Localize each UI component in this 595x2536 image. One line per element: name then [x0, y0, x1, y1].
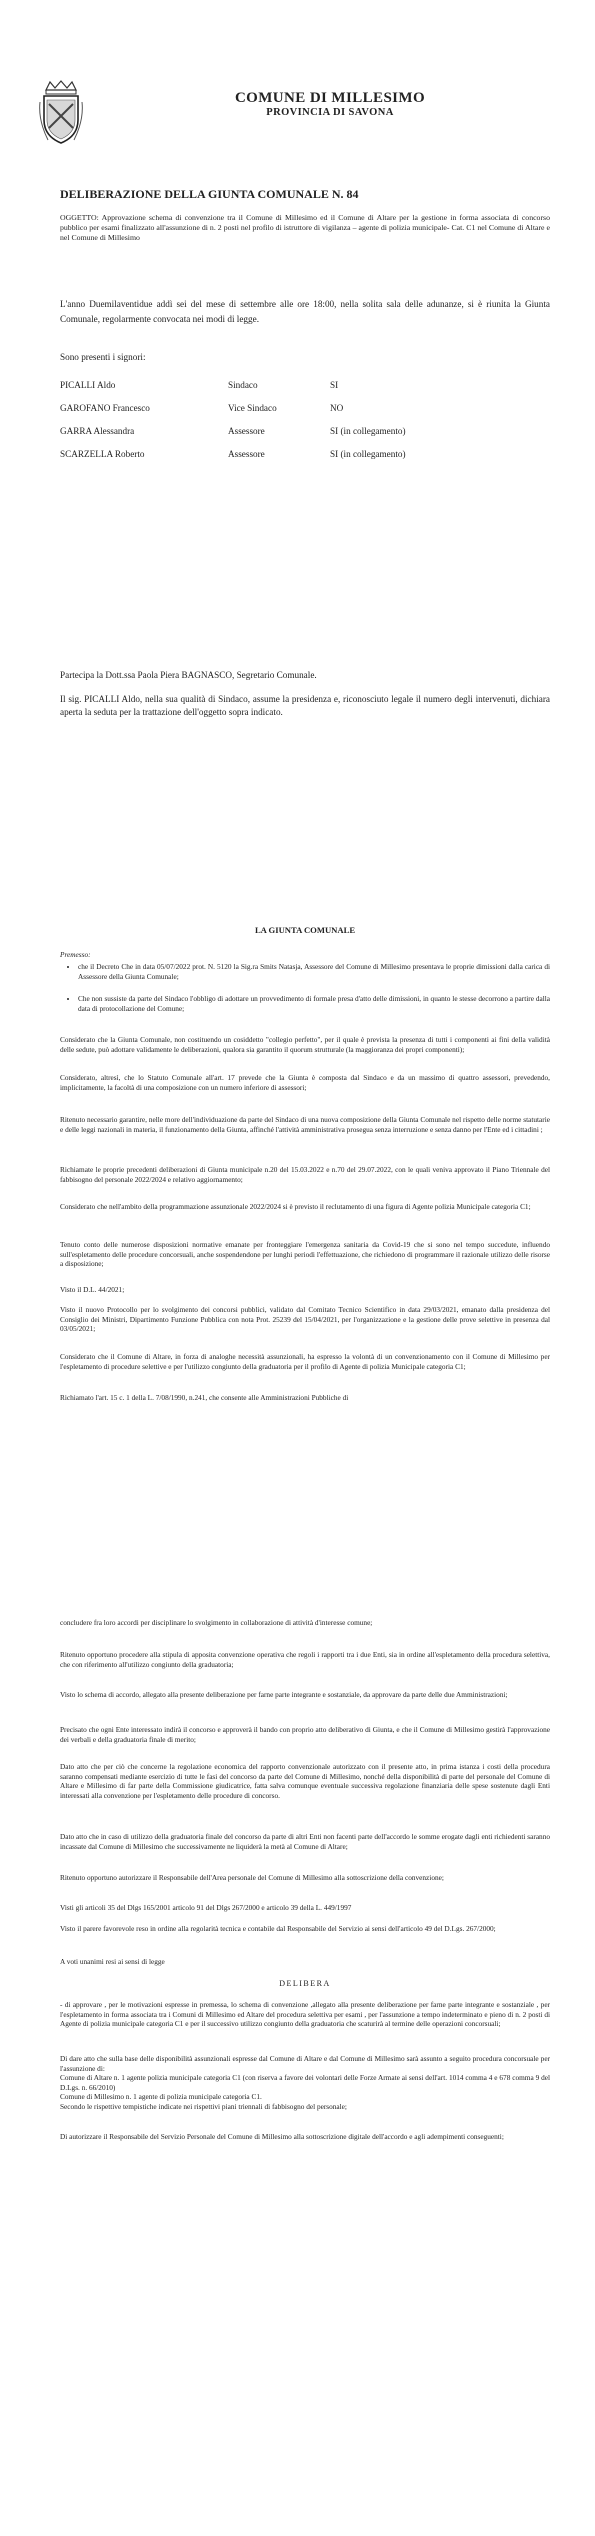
body-paragraph: A voti unanimi resi ai sensi di legge [60, 1957, 165, 1966]
premesso-label: Premesso: [60, 950, 91, 959]
body-paragraph: Visto lo schema di accordo, allegato alla presente deliberazione per farne parte integrante e sostanziale, da approvare da parte delle due Amministrazioni; [60, 1690, 508, 1699]
body-paragraph: Considerato che nell'ambito della programmazione assunzionale 2022/2024 si è previsto il reclutamento di una figura di Agente polizia Municipale categoria C1; [60, 1202, 531, 1211]
body-paragraph: Richiamato l'art. 15 c. 1 della L. 7/08/1990, n.241, che consente alle Amministrazioni Pubbliche di [60, 1393, 349, 1402]
province-name: PROVINCIA DI SAVONA [266, 107, 394, 118]
body-paragraph: Considerato che la Giunta Comunale, non costituendo un cosiddetto "collegio perfetto", per il quale è prevista la presenza di tutti i componenti ai fini della validità delle sedute, può adottare validamente le deliberazioni, qualora sia garantito il quorum strutturale (la maggioranza dei propri componenti); [60, 1035, 550, 1054]
coat-of-arms-icon [38, 80, 84, 146]
body-paragraph: Dato atto che per ciò che concerne la regolazione economica del rapporto convenzionale autorizzato con il presente atto, in prima istanza i costi della procedura saranno compensati mediante esercizio di tutte le fasi del concorso da parte del Comune di Millesimo, nonché della disponibilità di parte del personale del Comune di Altare e Millesimo di far parte della Commissione giudicatrice, fatta salva comunque eventuale successiva regolazione finanziaria delle spese sostenute dagli Enti interessati alla convenzione per l'espletamento delle procedure di concorso. [60, 1762, 550, 1800]
premesso-list [64, 962, 550, 1016]
body-paragraph: Visto il parere favorevole reso in ordine alla regolarità tecnica e contabile dal Responsabile del Servizio ai sensi dell'articolo 49 del D.Lgs. 267/2000; [60, 1924, 496, 1933]
mayor-paragraph: Il sig. PICALLI Aldo, nella sua qualità di Sindaco, assume la presidenza e, riconosciuto legale il numero degli intervenuti, dichiara aperta la seduta per la trattazione dell'oggetto sopra indicato. [60, 694, 550, 717]
deliberation-title: DELIBERAZIONE DELLA GIUNTA COMUNALE N. 84 [60, 187, 359, 201]
present-label: Sono presenti i signori: [60, 352, 146, 362]
delibera-heading: DELIBERA [279, 1979, 331, 1988]
final-paragraph: Di autorizzare il Responsabile del Servizio Personale del Comune di Millesimo alla sottoscrizione digitale dell'accordo e agli adempimenti conseguenti; [60, 2132, 504, 2141]
member-presence: SI [330, 380, 339, 390]
body-paragraph: Visti gli articoli 35 del Dlgs 165/2001 articolo 91 del Dlgs 267/2000 e articolo 39 della L. 449/1997 [60, 1903, 352, 1912]
member-row [60, 426, 540, 440]
giunta-heading: LA GIUNTA COMUNALE [254, 925, 356, 935]
subject-paragraph: OGGETTO: Approvazione schema di convenzione tra il Comune di Millesimo ed il Comune di Altare per la gestione in forma associata di concorso pubblico per esami finalizzato all'assunzione di n. 2 posti nel profilo di istruttore di vigilanza – agente di polizia municipale- Cat. C1 nel Comune di Altare e nel Comune di Millesimo [60, 213, 550, 243]
body-paragraph: Considerato, altresì, che lo Statuto Comunale all'art. 17 prevede che la Giunta è composta dal Sindaco e da un massimo di quattro assessori, prevedendo, implicitamente, la facoltà di una composizione con un numero inferiore di assessori; [60, 1073, 550, 1092]
body-paragraph: Dato atto che in caso di utilizzo della graduatoria finale del concorso da parte di altri Enti non facenti parte dell'accordo le somme erogate dagli enti richiedenti saranno incassate dal Comune di Millesimo che successivamente ne liquiderà la metà al Comune di Altare; [60, 1832, 550, 1851]
member-role: Assessore [228, 426, 265, 436]
final-paragraph: Di dare atto che sulla base delle disponibilità assunzionali espresse dal Comune di Altare e dal Comune di Millesimo sarà assunto a seguito procedura concorsuale per l'assunzione di: Comune di Altare n. 1 agente polizia municipale categoria C1 (con riserva a favore dei volontari delle Forze Armate ai sensi dell'art. 1014 comma 4 e 678 comma 9 del D.Lgs. n. 66/2010) Comune di Millesimo n. 1 agente di polizia municipale categoria C1. Secondo le rispettive tempistiche indicate nei rispettivi piani triennali di fabbisogno del personale; [60, 2054, 550, 2111]
member-role: Sindaco [228, 380, 258, 390]
member-name: GARRA Alessandra [60, 426, 135, 436]
premesso-item: • che il Decreto Che in data 05/07/2022 prot. N. 5120 la Sig.ra Smits Natasja, Assessore del Comune di Millesimo presentava le proprie dimissioni dalla carica di Assessore della Giunta Comunale; [78, 962, 550, 981]
member-presence: SI (in collegamento) [330, 426, 406, 436]
body-paragraph: Richiamate le proprie precedenti deliberazioni di Giunta municipale n.20 del 15.03.2022 e n.70 del 29.07.2022, con le quali veniva approvato il Piano Triennale del fabbisogno del personale 2022/2024 e relativo aggiornamento; [60, 1165, 550, 1184]
member-name: SCARZELLA Roberto [60, 449, 145, 459]
body-paragraph: Ritenuto necessario garantire, nelle more dell'individuazione da parte del Sindaco di una nuova composizione della Giunta Comunale nel rispetto delle norme statutarie e delle leggi nazionali in materia, il funzionamento della Giunta, affinché l'attività amministrativa prosegua senza interruzione e senza danno per l'Ente ed i cittadini ; [60, 1115, 550, 1134]
body-paragraph: Considerato che il Comune di Altare, in forza di analoghe necessità assunzionali, ha espresso la volontà di un convenzionamento con il Comune di Millesimo per l'espletamento di procedure selettive e per l'utilizzo congiunto della graduatoria per il profilo di Agente di polizia Municipale categoria C1; [60, 1352, 550, 1371]
final-paragraph: - di approvare , per le motivazioni espresse in premessa, lo schema di convenzione ,allegato alla presente deliberazione per farne parte integrante e sostanziale , per l'espletamento in forma associata tra i Comuni di Millesimo ed Altare del procedura selettiva per esami , per l'assunzione a tempo indeterminato e pieno di n. 2 posti di Agente di polizia municipale categoria C1 e per il successivo utilizzo congiunto della graduatoria che scaturirà al termine delle operazioni concorsuali; [60, 2000, 550, 2029]
member-name: GAROFANO Francesco [60, 403, 150, 413]
body-paragraph: Ritenuto opportuno procedere alla stipula di apposita convenzione operativa che regoli i rapporti tra i due Enti, sia in ordine all'espletamento della procedura selettiva, che con riferimento all'utilizzo congiunto della graduatoria; [60, 1650, 550, 1669]
member-role: Vice Sindaco [228, 403, 277, 413]
premesso-item: • Che non sussiste da parte del Sindaco l'obbligo di adottare un provvedimento di formale presa d'atto delle dimissioni, in quanto le stesse decorrono a partire dalla data di protocollazione del Comune; [78, 994, 550, 1013]
member-row [60, 449, 540, 463]
member-presence: NO [330, 403, 344, 413]
member-presence: SI (in collegamento) [330, 449, 406, 459]
member-row [60, 403, 540, 417]
body-paragraph: concludere fra loro accordi per disciplinare lo svolgimento in collaborazione di attività d'interesse comune; [60, 1618, 373, 1627]
secretary-paragraph: Partecipa la Dott.ssa Paola Piera BAGNASCO, Segretario Comunale. [60, 670, 317, 680]
body-paragraph: Ritenuto opportuno autorizzare il Responsabile dell'Area personale del Comune di Millesimo alla sottoscrizione della convenzione; [60, 1873, 444, 1882]
body-paragraph: Visto il D.L. 44/2021; [60, 1285, 125, 1294]
intro-paragraph: L'anno Duemilaventidue addì sei del mese di settembre alle ore 18:00, nella solita sala delle adunanze, si è riunita la Giunta Comunale, regolarmente convocata nei modi di legge. [60, 299, 550, 324]
body-paragraph: Precisato che ogni Ente interessato indirà il concorso e approverà il bando con proprio atto deliberativo di Giunta, e che il Comune di Millesimo gestirà l'approvazione dei verbali e della graduatoria finale di merito; [60, 1725, 550, 1744]
body-paragraph: Visto il nuovo Protocollo per lo svolgimento dei concorsi pubblici, validato dal Comitato Tecnico Scientifico in data 29/03/2021, emanato dalla presidenza del Consiglio dei Ministri, Dipartimento Funzione Pubblica con nota Prot. 25239 del 15/04/2021, per l'organizzazione e la gestione delle prove selettive in presenza dal 03/05/2021; [60, 1305, 550, 1334]
body-paragraph: Tenuto conto delle numerose disposizioni normative emanate per fronteggiare l'emergenza sanitaria da Covid-19 che si sono nel tempo succedute, influendo sull'espletamento delle procedure concorsuali, anche sospendendone per lunghi periodi l'effettuazione, che richiedono di programmare il razionale utilizzo delle risorse a disposizione; [60, 1240, 550, 1269]
member-role: Assessore [228, 449, 265, 459]
member-name: PICALLI Aldo [60, 380, 116, 390]
municipality-name: COMUNE DI MILLESIMO [234, 90, 426, 106]
member-row [60, 380, 540, 394]
